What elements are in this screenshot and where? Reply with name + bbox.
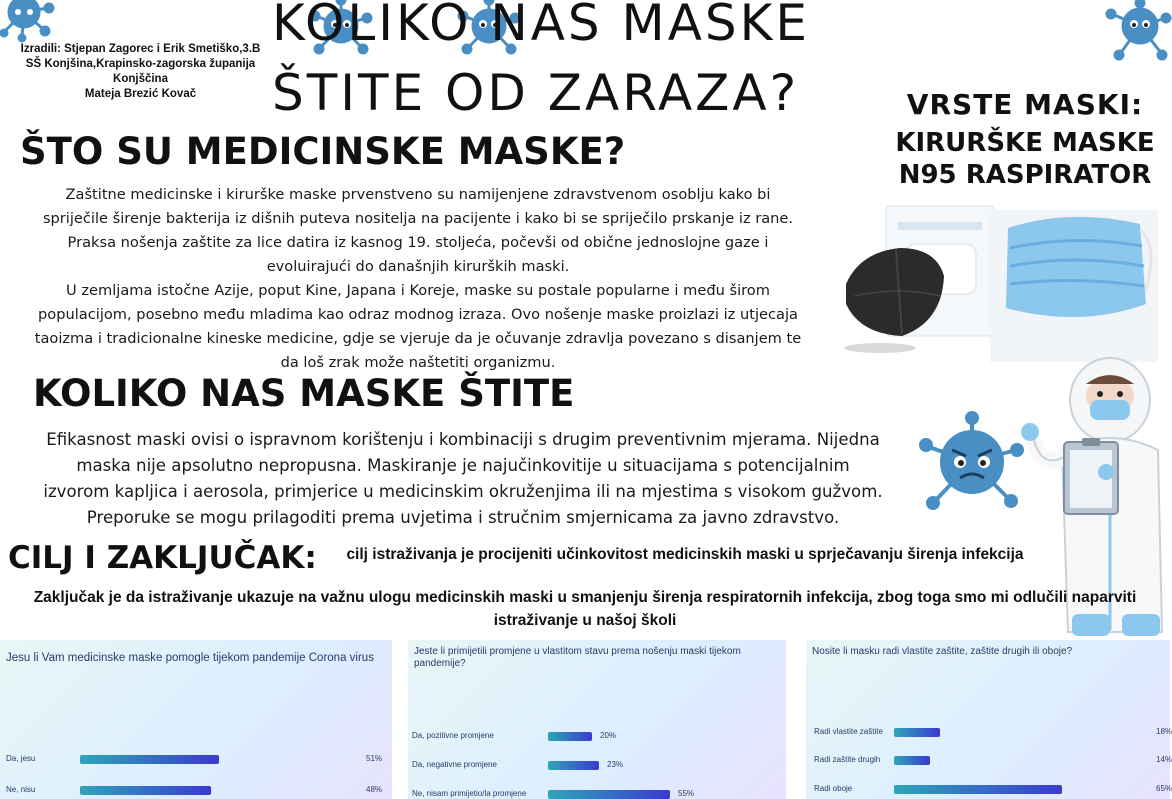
poster-title-line1: KOLIKO NAS MASKE xyxy=(272,0,811,52)
bar xyxy=(80,755,219,764)
credits xyxy=(8,42,273,102)
section-paragraph-koliko xyxy=(8,427,918,531)
credits-line: Mateja Brezić Kovač xyxy=(84,88,197,100)
bar-value-label: 48% xyxy=(366,785,383,794)
bar-label: Radi vlastite zaštite xyxy=(814,727,883,736)
bar xyxy=(548,732,592,741)
bar xyxy=(80,786,211,795)
survey-chart-3 xyxy=(806,640,1170,799)
mask-type-n95: N95 RASPIRATOR xyxy=(898,160,1152,190)
section-paragraph-medicinske xyxy=(8,183,828,375)
chart-title: Nosite li masku radi vlastite zaštite, zaštite drugih ili oboje? xyxy=(812,646,1073,657)
bar-value-label: 55% xyxy=(678,789,695,798)
paragraph-line: Preporuke se mogu prilagoditi prema uvjetima i stručnim smjernicama za javno zdravstvo. xyxy=(86,508,840,527)
bar-label: Da, pozitivne promjene xyxy=(412,731,494,740)
section-heading-medicinske: ŠTO SU MEDICINSKE MASKE? xyxy=(20,130,626,173)
mask-types-heading: VRSTE MASKI: xyxy=(906,88,1144,121)
paragraph-line: izvorom kapljica i aerosola, primjerice u medicinskim okruženjima ili na mjestima s visokom gužvom. xyxy=(43,482,883,501)
credits-line: SŠ Konjšina,Krapinsko-zagorska županija xyxy=(25,58,256,70)
virus-icon xyxy=(0,0,56,40)
paragraph-line: maska nije apsolutno nepropusna. Maskiranje je najučinkovitije u situacijama s potencijalnim xyxy=(76,456,850,475)
bar xyxy=(548,761,599,770)
bar xyxy=(894,785,1062,794)
bar xyxy=(894,756,930,765)
cilj-text: cilj istraživanja je procijeniti učinkovitost medicinskih maski u sprječavanju širenja infekcija xyxy=(346,546,1024,563)
bar-value-label: 65% xyxy=(1156,784,1172,793)
bar-value-label: 51% xyxy=(366,754,383,763)
bar-value-label: 14% xyxy=(1156,755,1172,764)
mask-type-surgical: KIRURŠKE MASKE xyxy=(895,128,1155,158)
paragraph-line: Efikasnost maski ovisi o ispravnom korištenju i kombinaciji s drugim preventivnim mjerama. Nijedna xyxy=(46,430,880,449)
credits-line: Konjščina xyxy=(113,73,168,85)
bar xyxy=(894,728,940,737)
bar-value-label: 20% xyxy=(600,731,617,740)
paragraph-line: evoluirajući do današnjih kirurških maski. xyxy=(266,258,570,275)
zakljucak-text: Zaključak je da istraživanje ukazuje na važnu ulogu medicinskih maski u smanjenju širenja respiratornih infekcija, zbog toga smo mi odlučili naparviti istraživanje u našoj školi xyxy=(33,589,1137,629)
paragraph-line: Zaštitne medicinske i kirurške maske prvenstveno su namijenjene zdravstvenom osoblju kako bi xyxy=(65,186,771,203)
bar-label: Ne, nisu xyxy=(6,785,36,794)
bar-label: Da, jesu xyxy=(6,754,36,763)
bar xyxy=(548,790,670,799)
section-heading-cilj: CILJ I ZAKLJUČAK: xyxy=(8,540,317,576)
bar-label: Da, negativne promjene xyxy=(412,760,497,769)
chart-title: Jesu li Vam medicinske maske pomogle tijekom pandemije Corona virus xyxy=(6,652,374,664)
credits-line: Izradili: Stjepan Zagorec i Erik Smetiško,3.B xyxy=(20,43,261,55)
bar-label: Radi zaštite drugih xyxy=(814,755,881,764)
bar-value-label: 23% xyxy=(607,760,624,769)
paragraph-line: U zemljama istočne Azije, poput Kine, Japana i Koreje, maske su postale popularne i među širom xyxy=(66,282,770,299)
paragraph-line: da loš zrak može naštetiti organizmu. xyxy=(280,354,556,371)
chart-title: Jeste li primijetili promjene u vlastitom stavu prema nošenju maski tijekom pandemije? xyxy=(414,646,741,669)
survey-chart-1 xyxy=(0,640,392,799)
bar-value-label: 18% xyxy=(1156,727,1172,736)
virus-icon xyxy=(920,412,1024,512)
poster-title-line2: ŠTITE OD ZARAZA? xyxy=(272,64,800,122)
paragraph-line: Praksa nošenja zaštite za lice datira iz kasnog 19. stoljeća, počevši od obične jednoslojne gaze i xyxy=(67,234,769,251)
survey-chart-2 xyxy=(408,640,786,799)
virus-icon xyxy=(1104,0,1170,62)
section-heading-koliko: KOLIKO NAS MASKE ŠTITE xyxy=(33,372,575,415)
bar-label: Ne, nisam primijetio/la promjene xyxy=(412,789,527,798)
masks-photo xyxy=(840,204,1158,362)
paragraph-line: taoizma i tradicionalne kineske medicine, gdje se vjeruje da je očuvanje zdravlja povezano s disanjem te xyxy=(34,330,802,347)
paragraph-line: spriječile širenje bakterija iz dišnih puteva nositelja na pacijente i kako bi se spriječilo prskanje iz rane. xyxy=(42,210,794,227)
bar-label: Radi oboje xyxy=(814,784,853,793)
paragraph-line: populacijom, posebno među mladima kao odraz modnog izraza. Ovo nošenje maske proizlazi iz utjecaja xyxy=(38,306,798,323)
